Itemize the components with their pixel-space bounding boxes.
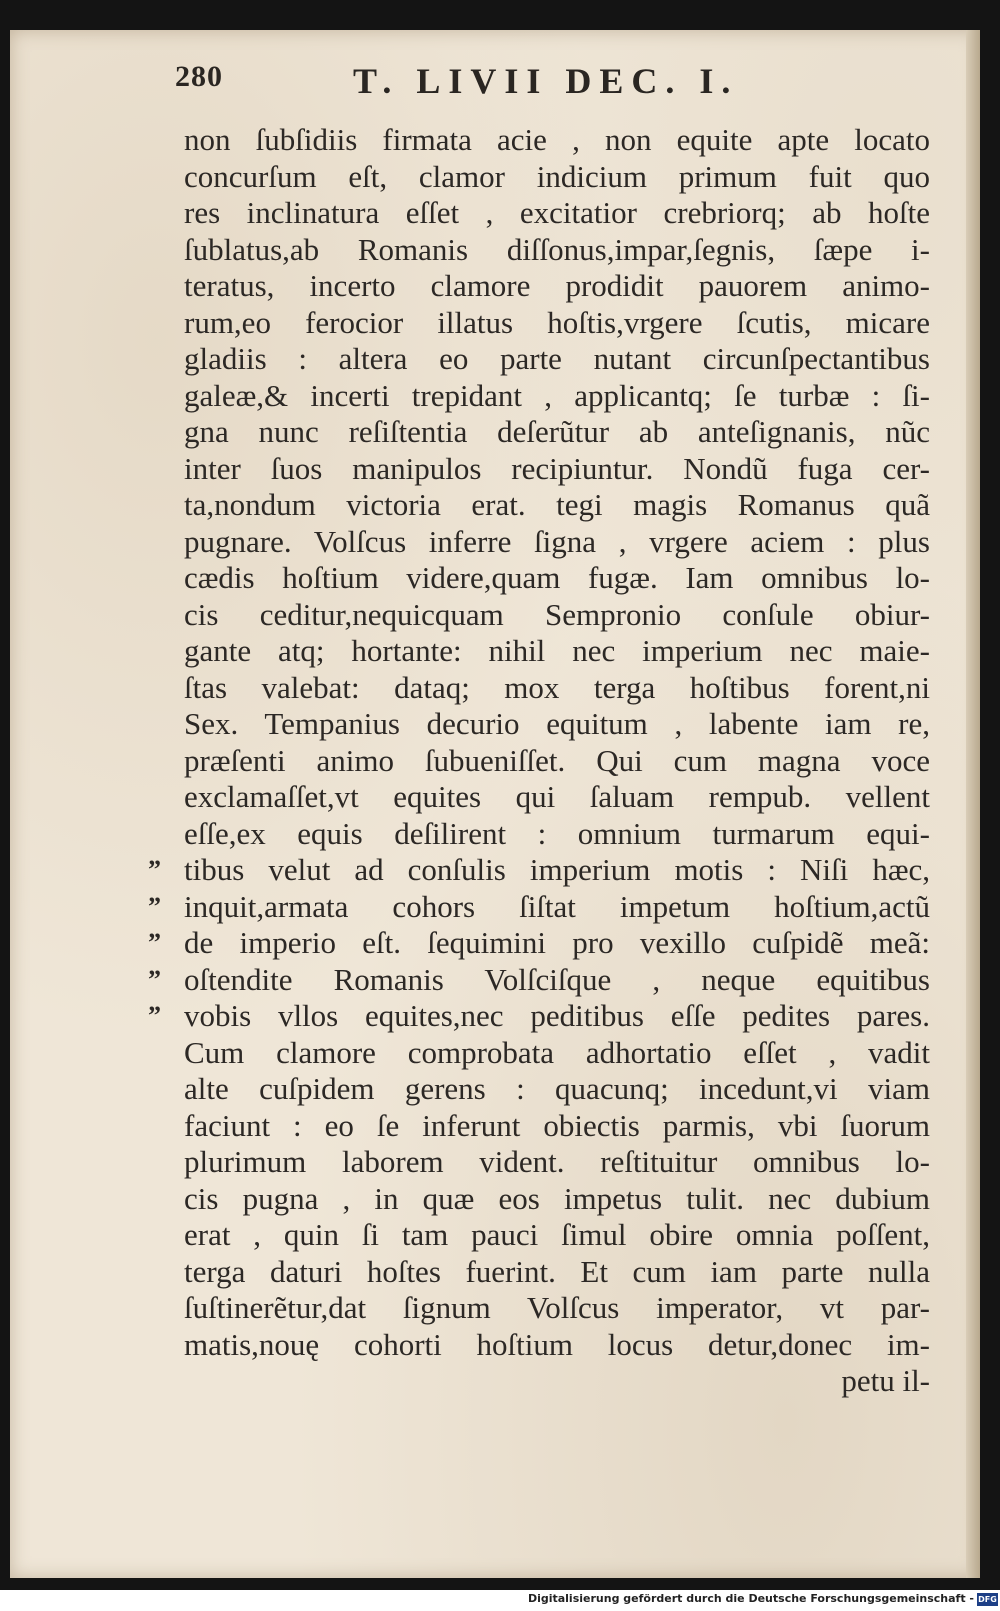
book-page: [10, 30, 980, 1578]
text-line: [184, 1254, 930, 1291]
line-text: inter ſuos manipulos recipiuntur. Nondũ fuga cer-: [184, 450, 930, 486]
line-text: ſuſtinerẽtur,dat ſignum Volſcus imperator, vt par-: [184, 1290, 930, 1325]
line-text: exclamaſſet,vt equites qui ſaluam rempub. vellent: [184, 779, 930, 814]
line-text: cædis hoſtium videre,quam fugæ. Iam omnibus lo-: [184, 560, 930, 595]
text-line: [184, 779, 930, 816]
line-text: concurſum eſt, clamor indicium primum fuit quo: [184, 158, 930, 194]
text-line: [184, 232, 930, 269]
funding-credit: Digitalisierung gefördert durch die Deutsche Forschungsgemeinschaft -: [527, 1592, 974, 1605]
text-block: [148, 122, 930, 1400]
line-text: inquit,armata cohors ſiſtat impetum hoſtium,actũ: [184, 888, 930, 924]
page-edge: [966, 30, 980, 1578]
text-line: [184, 195, 930, 232]
footer-bar: [0, 1590, 1000, 1611]
line-text: terga daturi hoſtes fuerint. Et cum iam parte nulla: [184, 1253, 930, 1289]
line-text: faciunt : eo ſe inferunt obiectis parmis, vbi ſuorum: [184, 1107, 930, 1143]
text-line: [184, 597, 930, 634]
line-text: rum,eo ferocior illatus hoſtis,vrgere ſcutis, micare: [184, 304, 930, 340]
text-line: [184, 1071, 930, 1108]
marginal-quote-mark: ”: [148, 855, 161, 884]
running-title: T. LIVII DEC. I.: [353, 61, 739, 101]
text-line: [184, 743, 930, 780]
line-text: Sex. Tempanius decurio equitum , labente iam re,: [184, 706, 930, 741]
line-text: ſtas valebat: dataq; mox terga hoſtibus forent,ni: [184, 669, 930, 705]
marginal-quote-mark: ”: [148, 891, 161, 921]
line-text: gna nunc reſiſtentia deſerũtur ab anteſignanis, nũc: [184, 414, 930, 449]
line-text: gladiis : altera eo parte nutant circunſpectantibus: [184, 341, 930, 376]
text-line: [148, 998, 930, 1035]
text-line: [184, 633, 930, 670]
text-line: [184, 414, 930, 451]
text-line: [184, 1181, 930, 1218]
line-text: Cum clamore comprobata adhortatio eſſet , vadit: [184, 1034, 930, 1070]
line-text: matis,nouę cohorti hoſtium locus detur,donec im-: [184, 1326, 930, 1362]
text-line: [148, 925, 930, 962]
text-line: [184, 122, 930, 159]
line-text: de imperio eſt. ſequimini pro vexillo cuſpidẽ meã:: [184, 925, 930, 960]
text-line: [184, 1108, 930, 1145]
text-line: [148, 961, 930, 999]
line-text: eſſe,ex equis deſilirent : omnium turmarum equi-: [184, 815, 930, 851]
text-line: [184, 487, 930, 524]
line-text: pugnare. Volſcus inferre ſigna , vrgere aciem : plus: [184, 523, 930, 559]
line-text: teratus, incerto clamore prodidit pauorem animo-: [184, 268, 930, 303]
text-line: [184, 670, 930, 707]
line-text: cis ceditur,nequicquam Sempronio conſule obiur-: [184, 596, 930, 632]
text-line: [184, 341, 930, 378]
text-line: [184, 524, 930, 561]
line-text: alte cuſpidem gerens : quacunq; incedunt,vi viam: [184, 1071, 930, 1106]
text-line: [184, 1144, 930, 1181]
text-line: [184, 1290, 930, 1327]
line-text: præſenti animo ſubueniſſet. Qui cum magna voce: [184, 742, 930, 778]
marginal-quote-mark: ”: [148, 1001, 161, 1030]
dfg-logo: DFG: [978, 1595, 997, 1604]
text-line: [184, 560, 930, 597]
line-text: cis pugna , in quæ eos impetus tulit. nec dubium: [184, 1180, 930, 1216]
line-text: non ſubſidiis firmata acie , non equite apte locato: [184, 122, 930, 157]
text-line: [184, 816, 930, 853]
text-line: [184, 1217, 930, 1254]
text-line: [184, 451, 930, 488]
line-text: galeæ,& incerti trepidant , applicantq; ſe turbæ : ſi-: [184, 377, 930, 413]
line-text: gante atq; hortante: nihil nec imperium nec maie-: [184, 633, 930, 668]
line-text: ta,nondum victoria erat. tegi magis Romanus quã: [184, 487, 930, 522]
line-text: erat , quin ſi tam pauci ſimul obire omnia poſſent,: [184, 1217, 930, 1252]
text-line: [184, 305, 930, 342]
running-head: [175, 60, 935, 112]
line-text: ſublatus,ab Romanis diſſonus,impar,ſegnis, ſæpe i-: [184, 231, 930, 267]
line-text: oſtendite Romanis Volſciſque , neque equitibus: [184, 961, 930, 997]
text-line: [184, 1327, 930, 1364]
line-text: res inclinatura eſſet , excitatior crebriorq; ab hoſte: [184, 195, 930, 230]
marginal-quote-mark: ”: [148, 928, 161, 957]
line-text: plurimum laborem vident. reſtituitur omnibus lo-: [184, 1144, 930, 1179]
text-line: [184, 1035, 930, 1072]
text-line: [148, 888, 930, 926]
text-line: [184, 268, 930, 305]
text-line: [184, 159, 930, 196]
text-line: [184, 706, 930, 743]
catchword: petu il-: [841, 1363, 930, 1398]
page-number: 280: [175, 60, 223, 93]
text-line: [184, 378, 930, 415]
line-text: tibus velut ad conſulis imperium motis : Niſi hæc,: [184, 852, 930, 887]
line-text: vobis vllos equites,nec peditibus eſſe pedites pares.: [184, 998, 930, 1033]
marginal-quote-mark: ”: [148, 964, 161, 994]
text-line: [148, 852, 930, 889]
